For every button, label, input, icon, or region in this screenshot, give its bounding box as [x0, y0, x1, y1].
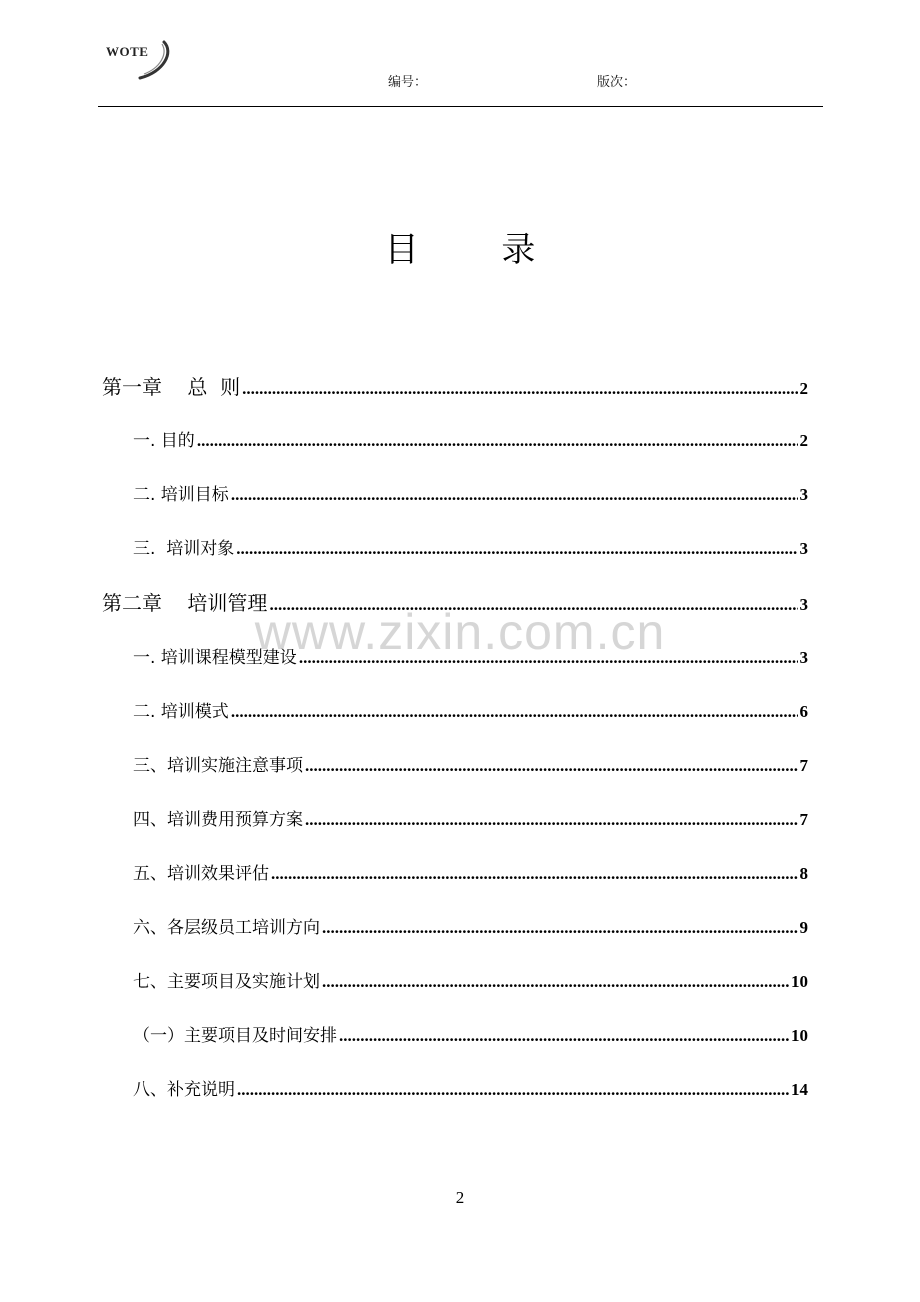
toc-entry-page: 3: [799, 539, 808, 558]
toc-leader-dots: [305, 810, 798, 830]
toc-entry-page: 7: [799, 810, 808, 829]
toc-entry-page: 9: [799, 918, 808, 937]
toc-entry-label: 七、主要项目及实施计划: [133, 972, 320, 992]
toc-entry-section[interactable]: [133, 751, 808, 781]
toc-entry-page: 10: [791, 972, 808, 991]
watermark: www.zixin.com.cn: [254, 604, 666, 660]
version-label: 版次：: [597, 75, 637, 90]
toc-entry-section[interactable]: [133, 805, 808, 835]
toc-entry-page: 10: [791, 1026, 808, 1045]
document-number-label: 编号：: [388, 75, 428, 90]
toc-entry-page: 3: [799, 485, 808, 504]
toc-entry-chapter-2[interactable]: [102, 587, 808, 617]
toc-entry-chapter-1[interactable]: [102, 371, 808, 401]
toc-entry-label: 三、培训实施注意事项: [133, 756, 303, 776]
toc-entry-label: 第二章 培训管理: [102, 591, 268, 615]
toc-entry-page: 6: [799, 702, 808, 721]
toc-entry-section[interactable]: [133, 697, 808, 727]
toc-entry-label: 四、培训费用预算方案: [133, 810, 303, 830]
toc-leader-dots: [231, 485, 798, 505]
toc-entry-label: （一）主要项目及时间安排: [133, 1026, 337, 1046]
toc-entry-label: 三. 培训对象: [133, 539, 235, 559]
toc-leader-dots: [231, 702, 798, 722]
toc-leader-dots: [339, 1026, 789, 1046]
toc-leader-dots: [299, 648, 798, 668]
toc-entry-label: 一. 目的: [133, 431, 195, 451]
toc-entry-label: 第一章 总 则: [102, 375, 241, 399]
logo-text: WOTE: [106, 44, 149, 59]
toc-entry-section[interactable]: [133, 1075, 808, 1105]
toc-entry-section[interactable]: [133, 967, 808, 997]
toc-entry-page: 2: [799, 379, 808, 398]
toc-entry-page: 3: [799, 595, 808, 614]
toc-leader-dots: [236, 539, 797, 559]
toc-entry-page: 2: [799, 431, 808, 450]
page-title: 目 录: [384, 230, 572, 270]
page-number: 2: [455, 1188, 465, 1207]
toc-leader-dots: [305, 756, 798, 776]
toc-leader-dots: [197, 431, 798, 451]
toc-entry-section[interactable]: [133, 859, 808, 889]
toc-entry-label: 六、各层级员工培训方向: [133, 918, 320, 938]
toc-entry-page: 7: [799, 756, 808, 775]
toc-leader-dots: [269, 595, 797, 615]
toc-entry-subsection[interactable]: [133, 1021, 808, 1051]
toc-entry-section[interactable]: [133, 426, 808, 456]
toc-leader-dots: [322, 972, 789, 992]
toc-leader-dots: [242, 379, 797, 399]
toc-leader-dots: [322, 918, 798, 938]
toc-leader-dots: [237, 1080, 789, 1100]
toc-entry-section[interactable]: [133, 480, 808, 510]
toc-entry-label: 二. 培训目标: [133, 485, 229, 505]
toc-entry-label: 二. 培训模式: [133, 702, 229, 722]
toc-entry-page: 8: [799, 864, 808, 883]
toc-entry-page: 3: [799, 648, 808, 667]
toc-entry-section[interactable]: [133, 913, 808, 943]
toc-entry-label: 五、培训效果评估: [133, 864, 269, 884]
toc-entry-section[interactable]: [133, 534, 808, 564]
toc-entry-label: 八、补充说明: [133, 1080, 235, 1100]
toc-entry-label: 一. 培训课程模型建设: [133, 648, 297, 668]
toc-leader-dots: [271, 864, 798, 884]
toc-entry-page: 14: [791, 1080, 808, 1099]
toc-entry-section[interactable]: [133, 643, 808, 673]
